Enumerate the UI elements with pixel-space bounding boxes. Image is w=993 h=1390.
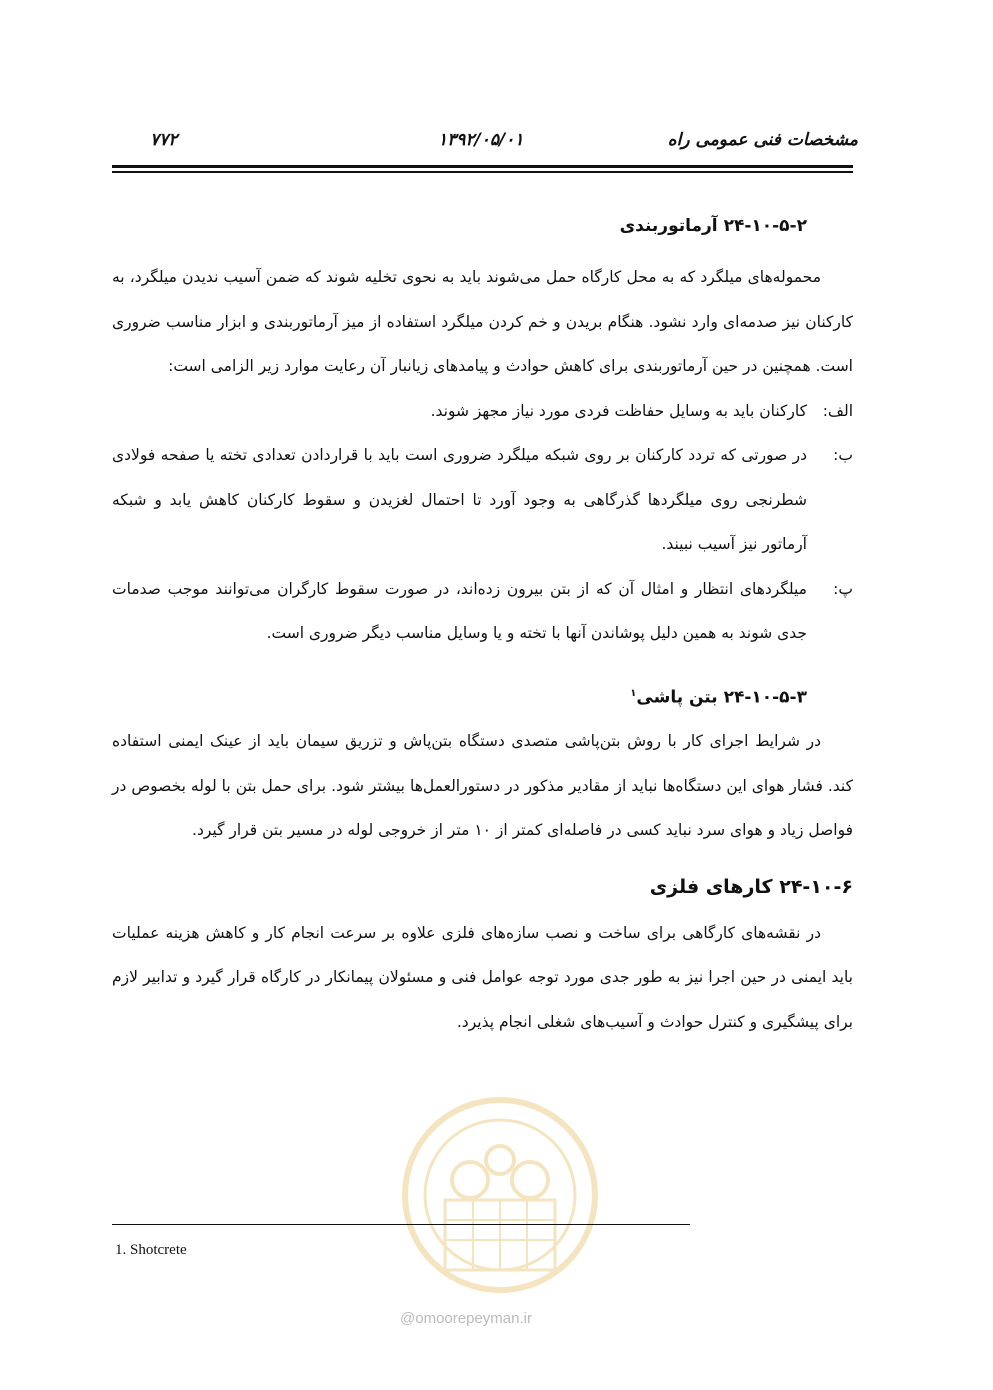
page-number: ۷۷۲ [150,130,178,150]
header-rule-thick [112,165,853,168]
list-item [112,567,853,656]
paragraph-rebar: محموله‌های میلگرد که به محل کارگاه حمل می‌شوند باید به نحوی تخلیه شوند که ضمن آسیب ندیدن میلگرد، به کارکنان نیز صدمه‌ای وارد نشود. هنگام بریدن و خم کردن میلگرد استفاده از میز آرماتوربندی و ابزار مناسب ضروری است. همچنین در حین آرماتوربندی برای کاهش حوادث و پیامدهای زیانبار آن رعایت موارد زیر الزامی است: [112,268,853,375]
watermark-url: @omoorepeyman.ir [400,1310,532,1327]
list-item-text: در صورتی که تردد کارکنان بر روی شبکه میلگرد ضروری است باید با قراردادن تعدادی تخته یا صفحه فولادی شطرنجی روی میلگردها گذرگاهی به وجود آورد تا احتمال لغزیدن و سقوط کارکنان کاهش یابد و شبکه آرماتور نیز آسیب نبیند. [112,446,807,553]
paragraph-shotcrete: در شرایط اجرای کار با روش بتن‌پاشی متصدی دستگاه بتن‌پاش و تزریق سیمان باید از عینک ایمنی استفاده کند. فشار هوای این دستگاه‌ها نباید از مقادیر مذکور در دستورالعمل‌ها بیشتر شود. برای حمل بتن با لوله بخصوص در فواصل زیاد و هوای سرد نباید کسی در فاصله‌ای کمتر از ۱۰ متر از خروجی لوله در مسیر بتن قرار گیرد. [112,732,853,840]
header-date: ۱۳۹۲/۰۵/۰۱ [438,130,524,150]
list-item [112,433,853,567]
list-item-marker: الف: [822,401,853,420]
running-title: مشخصات فنی عمومی راه [667,130,858,150]
list-item-text: کارکنان باید به وسایل حفاظت فردی مورد نیاز مجهز شوند. [430,401,807,420]
section-heading-text: ۲۴-۱۰-۵-۳ بتن پاشی [636,687,807,708]
footnote-rule [112,1224,690,1225]
footnote: 1. Shotcrete [115,1242,187,1258]
list-item-marker: ب: [833,446,853,464]
watermark-logo-icon [385,1090,615,1310]
paragraph-metalwork: در نقشه‌های کارگاهی برای ساخت و نصب سازه‌های فلزی علاوه بر سرعت انجام کار و کاهش هزینه عملیات باید ایمنی در حین اجرا نیز به طور جدی مورد توجه عوامل فنی و مسئولان پیمانکار در کارگاه قرار گیرد و تدابیر لازم برای پیشگیری و کنترل حوادث و آسیب‌های شغلی انجام پذیرد. [112,923,853,1031]
section-heading-shotcrete [112,678,853,714]
header-rule-thin [112,171,853,173]
section-heading-metalwork: ۲۴-۱۰-۶ کارهای فلزی [649,875,853,898]
section-heading-rebar: ۲۴-۱۰-۵-۲ آرماتوربندی [619,216,807,236]
body-content [112,210,853,1044]
list-item-marker: پ: [833,579,853,598]
footnote-ref: ۱ [630,687,637,699]
list-item [112,389,853,434]
list-item-text: میلگردهای انتظار و امثال آن که از بتن بیرون زده‌اند، در صورت سقوط کارگران می‌توانند موجب صدمات جدی شوند به همین دلیل پوشاندن آنها با تخته و یا وسایل مناسب دیگر ضروری است. [112,579,807,642]
